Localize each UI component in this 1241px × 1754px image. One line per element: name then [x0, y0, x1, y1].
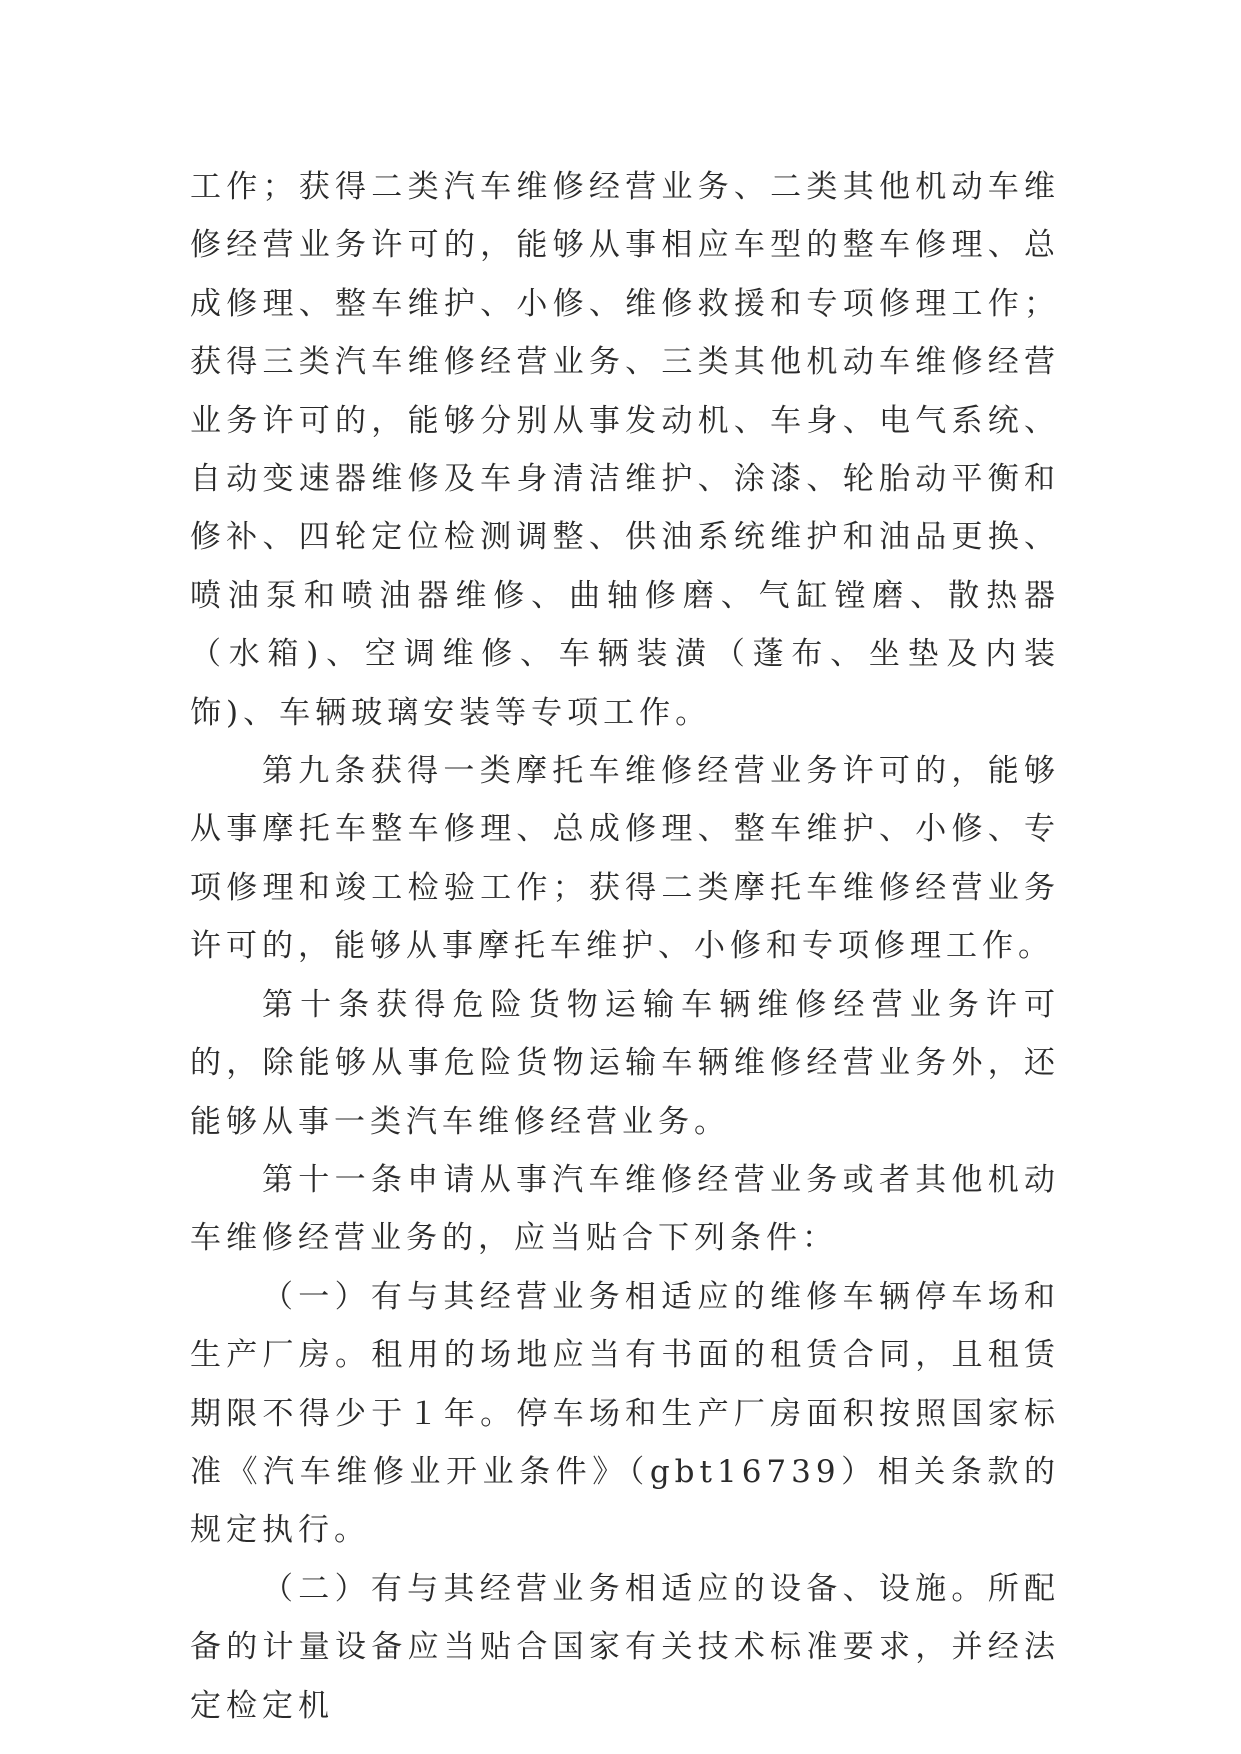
paragraph-article-9: 第九条获得一类摩托车维修经营业务许可的，能够从事摩托车整车修理、总成修理、整车维护、小修、专项修理和竣工检验工作；获得二类摩托车维修经营业务许可的，能够从事摩托车维护、小修和专项修理工作。 — [190, 753, 1060, 965]
paragraph-article-11: 第十一条申请从事汽车维修经营业务或者其他机动车维修经营业务的，应当贴合下列条件： — [190, 1161, 1060, 1257]
paragraph-item-2: （二）有与其经营业务相适应的设备、设施。所配备的计量设备应当贴合国家有关技术标准要求，并经法定检定机 — [190, 1570, 1060, 1724]
paragraph-continuation: 工作；获得二类汽车维修经营业务、二类其他机动车维修经营业务许可的，能够从事相应车型的整车修理、总成修理、整车维护、小修、维修救援和专项修理工作；获得三类汽车维修经营业务、三类其他机动车维修经营业务许可的，能够分别从事发动机、车身、电气系统、自动变速器维修及车身清洁维护、涂漆、轮胎动平衡和修补、四轮定位检测调整、供油系统维护和油品更换、喷油泵和喷油器维修、曲轴修磨、气缸镗磨、散热器（水箱)、空调维修、车辆装潢（蓬布、坐垫及内装饰)、车辆玻璃安装等专项工作。 — [190, 169, 1060, 731]
paragraph-article-10: 第十条获得危险货物运输车辆维修经营业务许可的，除能够从事危险货物运输车辆维修经营业务外，还能够从事一类汽车维修经营业务。 — [190, 986, 1060, 1140]
document-page — [190, 158, 1060, 1735]
paragraph-item-1: （一）有与其经营业务相适应的维修车辆停车场和生产厂房。租用的场地应当有书面的租赁合同，且租赁期限不得少于１年。停车场和生产厂房面积按照国家标准《汽车维修业开业条件》（gbt16739）相关条款的规定执行。 — [190, 1278, 1060, 1549]
